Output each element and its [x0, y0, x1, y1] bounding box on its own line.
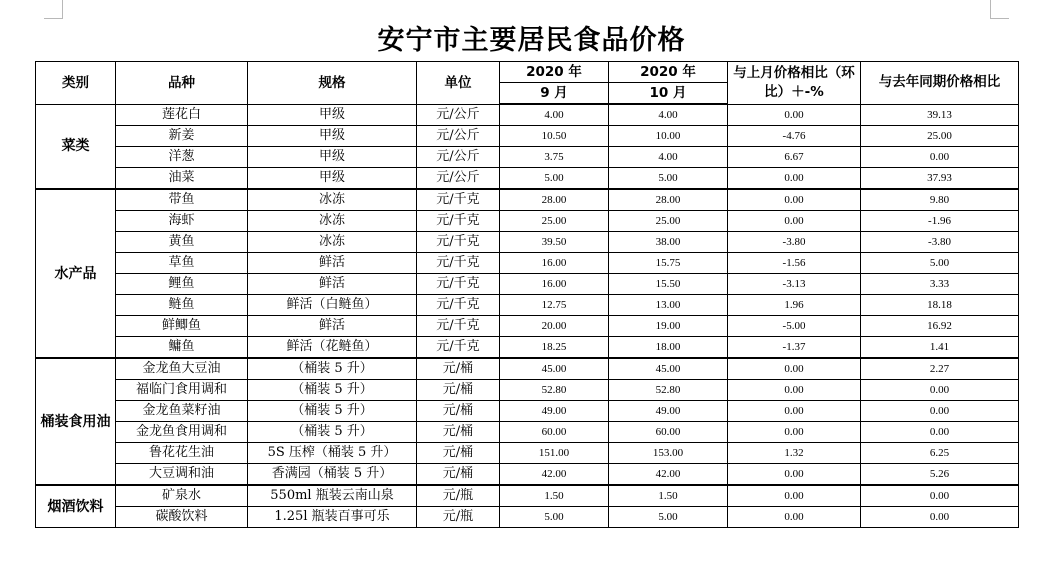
yoy-change-cell: 16.92: [861, 316, 1019, 337]
sep-price-cell: 20.00: [500, 316, 609, 337]
variety-cell: 黄鱼: [116, 232, 248, 253]
mom-change-cell: 0.00: [728, 422, 861, 443]
oct-price-cell: 38.00: [609, 232, 728, 253]
table-row: [36, 507, 1019, 528]
spec-cell: （桶装 5 升）: [248, 358, 417, 380]
yoy-change-cell: 3.33: [861, 274, 1019, 295]
variety-cell: 鲢鱼: [116, 295, 248, 316]
sep-price-cell: 5.00: [500, 168, 609, 190]
spec-cell: 甲级: [248, 126, 417, 147]
header-unit: 单位: [417, 62, 500, 105]
unit-cell: 元/公斤: [417, 126, 500, 147]
oct-price-cell: 5.00: [609, 507, 728, 528]
yoy-change-cell: 0.00: [861, 485, 1019, 507]
table-row: [36, 168, 1019, 190]
yoy-change-cell: 37.93: [861, 168, 1019, 190]
unit-cell: 元/公斤: [417, 168, 500, 190]
variety-cell: 金龙鱼菜籽油: [116, 401, 248, 422]
spec-cell: （桶装 5 升）: [248, 380, 417, 401]
header-yoy: 与去年同期价格相比: [861, 62, 1019, 105]
price-table-body: [36, 104, 1019, 528]
sep-price-cell: 16.00: [500, 253, 609, 274]
mom-change-cell: 0.00: [728, 168, 861, 190]
table-row: [36, 253, 1019, 274]
sep-price-cell: 25.00: [500, 211, 609, 232]
oct-price-cell: 5.00: [609, 168, 728, 190]
variety-cell: 福临门食用调和: [116, 380, 248, 401]
header-category: 类别: [36, 62, 116, 105]
yoy-change-cell: 39.13: [861, 104, 1019, 126]
table-row: [36, 232, 1019, 253]
spec-cell: 甲级: [248, 104, 417, 126]
unit-cell: 元/瓶: [417, 485, 500, 507]
oct-price-cell: 153.00: [609, 443, 728, 464]
unit-cell: 元/千克: [417, 211, 500, 232]
price-table: [35, 61, 1019, 528]
mom-change-cell: -1.56: [728, 253, 861, 274]
oct-price-cell: 52.80: [609, 380, 728, 401]
oct-price-cell: 10.00: [609, 126, 728, 147]
oct-price-cell: 28.00: [609, 189, 728, 211]
sep-price-cell: 42.00: [500, 464, 609, 486]
header-oct-month: 10 月: [609, 83, 728, 105]
yoy-change-cell: 1.41: [861, 337, 1019, 359]
unit-cell: 元/千克: [417, 253, 500, 274]
oct-price-cell: 4.00: [609, 104, 728, 126]
header-spec: 规格: [248, 62, 417, 105]
spec-cell: 鲜活: [248, 274, 417, 295]
mom-change-cell: 0.00: [728, 464, 861, 486]
spec-cell: 冰冻: [248, 189, 417, 211]
spec-cell: 鲜活: [248, 316, 417, 337]
mom-change-cell: -1.37: [728, 337, 861, 359]
variety-cell: 碳酸饮料: [116, 507, 248, 528]
unit-cell: 元/公斤: [417, 147, 500, 168]
category-drinks: 烟酒饮料: [36, 485, 116, 528]
unit-cell: 元/千克: [417, 337, 500, 359]
category-aquatic: 水产品: [36, 189, 116, 358]
mom-change-cell: 1.32: [728, 443, 861, 464]
yoy-change-cell: 18.18: [861, 295, 1019, 316]
yoy-change-cell: 5.00: [861, 253, 1019, 274]
variety-cell: 莲花白: [116, 104, 248, 126]
sep-price-cell: 1.50: [500, 485, 609, 507]
unit-cell: 元/千克: [417, 274, 500, 295]
variety-cell: 新姜: [116, 126, 248, 147]
unit-cell: 元/桶: [417, 422, 500, 443]
oct-price-cell: 19.00: [609, 316, 728, 337]
table-row: [36, 337, 1019, 359]
mom-change-cell: 0.00: [728, 380, 861, 401]
table-row: [36, 358, 1019, 380]
unit-cell: 元/桶: [417, 464, 500, 486]
sep-price-cell: 16.00: [500, 274, 609, 295]
unit-cell: 元/桶: [417, 401, 500, 422]
sep-price-cell: 45.00: [500, 358, 609, 380]
yoy-change-cell: 0.00: [861, 507, 1019, 528]
unit-cell: 元/公斤: [417, 104, 500, 126]
yoy-change-cell: -3.80: [861, 232, 1019, 253]
mom-change-cell: 0.00: [728, 189, 861, 211]
spec-cell: 鲜活（白鲢鱼）: [248, 295, 417, 316]
oct-price-cell: 42.00: [609, 464, 728, 486]
mom-change-cell: 0.00: [728, 104, 861, 126]
spec-cell: 冰冻: [248, 211, 417, 232]
mom-change-cell: -4.76: [728, 126, 861, 147]
header-sep-year: 2020 年: [500, 62, 609, 83]
header-row-1: [36, 62, 1019, 83]
table-row: [36, 274, 1019, 295]
sep-price-cell: 3.75: [500, 147, 609, 168]
sep-price-cell: 151.00: [500, 443, 609, 464]
yoy-change-cell: 9.80: [861, 189, 1019, 211]
variety-cell: 金龙鱼食用调和: [116, 422, 248, 443]
variety-cell: 矿泉水: [116, 485, 248, 507]
yoy-change-cell: 0.00: [861, 401, 1019, 422]
table-row: [36, 147, 1019, 168]
variety-cell: 鲤鱼: [116, 274, 248, 295]
mom-change-cell: -3.80: [728, 232, 861, 253]
mom-change-cell: 0.00: [728, 485, 861, 507]
oct-price-cell: 4.00: [609, 147, 728, 168]
mom-change-cell: 6.67: [728, 147, 861, 168]
spec-cell: 鲜活（花鲢鱼）: [248, 337, 417, 359]
mom-change-cell: 1.96: [728, 295, 861, 316]
header-mom: 与上月价格相比（环比）＋-%: [728, 62, 861, 105]
table-row: [36, 316, 1019, 337]
oct-price-cell: 18.00: [609, 337, 728, 359]
spec-cell: 1.25l 瓶装百事可乐: [248, 507, 417, 528]
sep-price-cell: 18.25: [500, 337, 609, 359]
variety-cell: 大豆调和油: [116, 464, 248, 486]
sep-price-cell: 28.00: [500, 189, 609, 211]
oct-price-cell: 60.00: [609, 422, 728, 443]
mom-change-cell: 0.00: [728, 507, 861, 528]
spec-cell: 冰冻: [248, 232, 417, 253]
spec-cell: （桶装 5 升）: [248, 401, 417, 422]
variety-cell: 油菜: [116, 168, 248, 190]
page-corner-mark-left: [44, 0, 63, 19]
table-row: [36, 485, 1019, 507]
yoy-change-cell: -1.96: [861, 211, 1019, 232]
page-corner-mark-right: [990, 0, 1009, 19]
yoy-change-cell: 5.26: [861, 464, 1019, 486]
table-row: [36, 443, 1019, 464]
yoy-change-cell: 0.00: [861, 147, 1019, 168]
table-row: [36, 401, 1019, 422]
category-vegetables: 菜类: [36, 104, 116, 189]
sep-price-cell: 49.00: [500, 401, 609, 422]
variety-cell: 鲁花花生油: [116, 443, 248, 464]
table-row: [36, 211, 1019, 232]
yoy-change-cell: 0.00: [861, 422, 1019, 443]
oct-price-cell: 45.00: [609, 358, 728, 380]
mom-change-cell: -3.13: [728, 274, 861, 295]
unit-cell: 元/桶: [417, 380, 500, 401]
variety-cell: 鲜鲫鱼: [116, 316, 248, 337]
unit-cell: 元/瓶: [417, 507, 500, 528]
unit-cell: 元/千克: [417, 316, 500, 337]
yoy-change-cell: 25.00: [861, 126, 1019, 147]
oct-price-cell: 25.00: [609, 211, 728, 232]
category-bottled-oil: 桶装食用油: [36, 358, 116, 485]
sep-price-cell: 60.00: [500, 422, 609, 443]
oct-price-cell: 1.50: [609, 485, 728, 507]
table-row: [36, 464, 1019, 486]
table-row: [36, 189, 1019, 211]
sep-price-cell: 52.80: [500, 380, 609, 401]
table-row: [36, 422, 1019, 443]
mom-change-cell: 0.00: [728, 401, 861, 422]
yoy-change-cell: 2.27: [861, 358, 1019, 380]
mom-change-cell: 0.00: [728, 358, 861, 380]
page-title: 安宁市主要居民食品价格: [377, 25, 686, 56]
mom-change-cell: -5.00: [728, 316, 861, 337]
sep-price-cell: 12.75: [500, 295, 609, 316]
unit-cell: 元/千克: [417, 295, 500, 316]
spec-cell: 甲级: [248, 147, 417, 168]
variety-cell: 草鱼: [116, 253, 248, 274]
variety-cell: 鳙鱼: [116, 337, 248, 359]
spec-cell: 5S 压榨（桶装 5 升）: [248, 443, 417, 464]
mom-change-cell: 0.00: [728, 211, 861, 232]
unit-cell: 元/千克: [417, 232, 500, 253]
oct-price-cell: 15.75: [609, 253, 728, 274]
oct-price-cell: 49.00: [609, 401, 728, 422]
variety-cell: 海虾: [116, 211, 248, 232]
variety-cell: 洋葱: [116, 147, 248, 168]
spec-cell: 甲级: [248, 168, 417, 190]
yoy-change-cell: 6.25: [861, 443, 1019, 464]
header-oct-year: 2020 年: [609, 62, 728, 83]
unit-cell: 元/桶: [417, 443, 500, 464]
sep-price-cell: 4.00: [500, 104, 609, 126]
table-row: [36, 295, 1019, 316]
spec-cell: 550ml 瓶装云南山泉: [248, 485, 417, 507]
variety-cell: 金龙鱼大豆油: [116, 358, 248, 380]
table-row: [36, 104, 1019, 126]
spec-cell: 香满园（桶装 5 升）: [248, 464, 417, 486]
sep-price-cell: 10.50: [500, 126, 609, 147]
spec-cell: 鲜活: [248, 253, 417, 274]
sep-price-cell: 39.50: [500, 232, 609, 253]
unit-cell: 元/千克: [417, 189, 500, 211]
unit-cell: 元/桶: [417, 358, 500, 380]
oct-price-cell: 13.00: [609, 295, 728, 316]
header-variety: 品种: [116, 62, 248, 105]
table-row: [36, 380, 1019, 401]
yoy-change-cell: 0.00: [861, 380, 1019, 401]
table-row: [36, 126, 1019, 147]
sep-price-cell: 5.00: [500, 507, 609, 528]
header-sep-month: 9 月: [500, 83, 609, 105]
oct-price-cell: 15.50: [609, 274, 728, 295]
spec-cell: （桶装 5 升）: [248, 422, 417, 443]
variety-cell: 带鱼: [116, 189, 248, 211]
